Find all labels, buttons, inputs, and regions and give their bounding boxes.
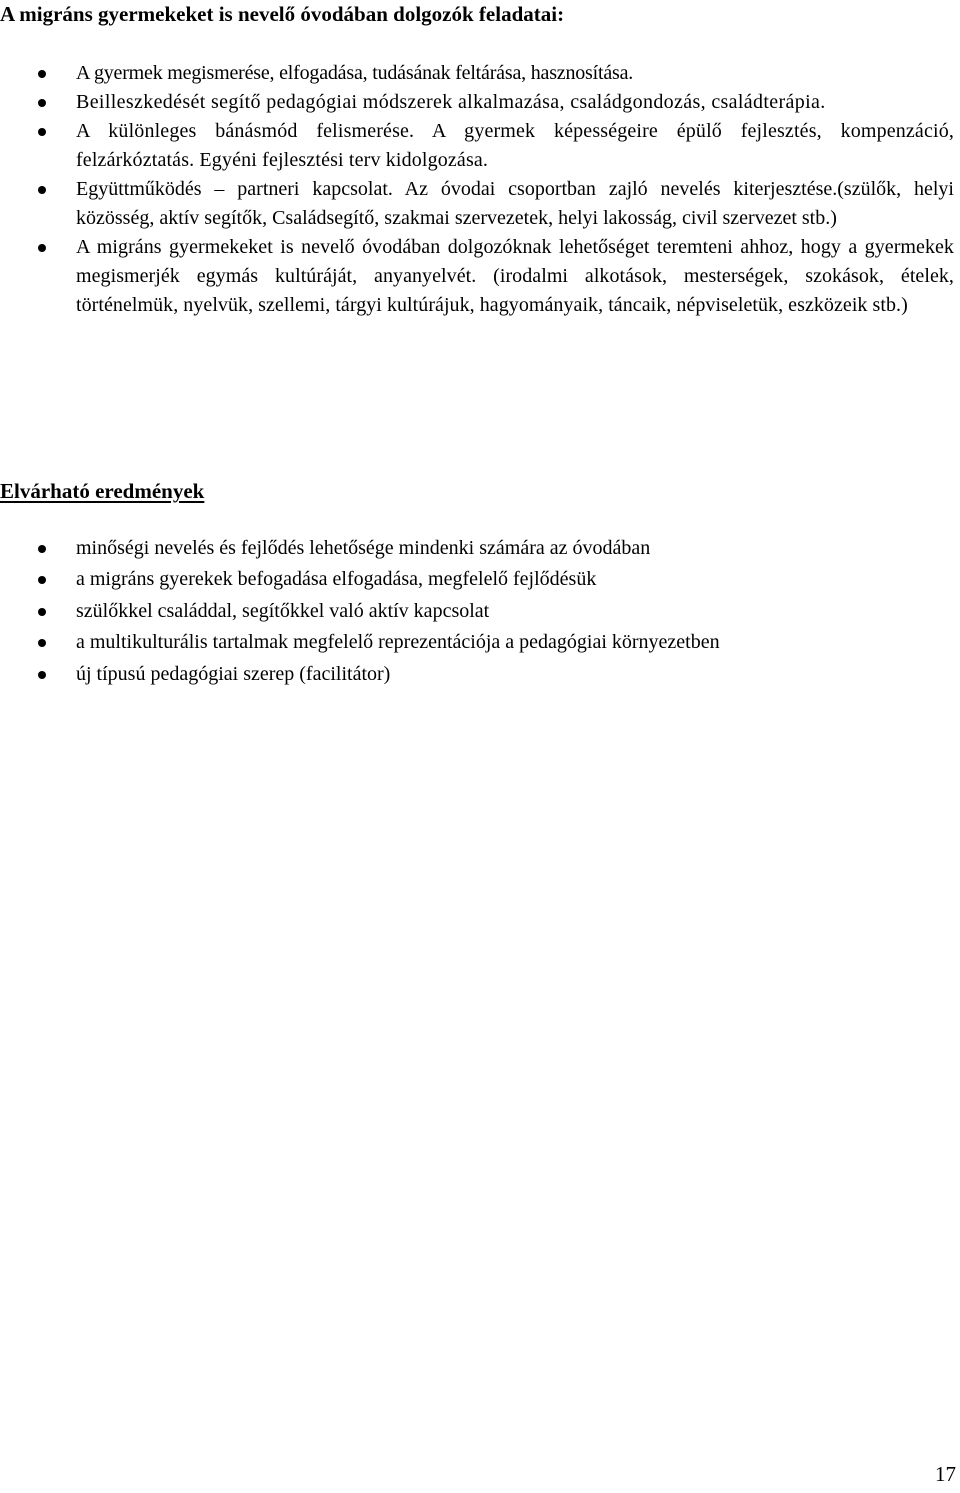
list-item-text: Együttműködés – partneri kapcsolat. Az óvodai csoportban zajló nevelés kiterjesztése.(szülők, helyi közösség, aktív segítők, Családsegítő, szakmai szervezetek, helyi lakosság, civil szervezet stb.) — [76, 178, 954, 229]
list-item-text: A különleges bánásmód felismerése. A gyermek képességeire épülő fejlesztés, kompenzáció, felzárkóztatás. Egyéni fejlesztési terv kidolgozása. — [76, 120, 954, 171]
list-item — [0, 88, 960, 117]
list-item — [0, 564, 960, 595]
bullet-icon — [38, 545, 46, 553]
list-item — [0, 596, 960, 627]
page-number: 17 — [935, 1462, 956, 1486]
bullet-icon — [38, 639, 46, 647]
list-item-text: szülőkkel családdal, segítőkkel való aktív kapcsolat — [76, 599, 490, 622]
list-item — [0, 533, 960, 564]
results-heading: Elvárható eredmények — [0, 479, 205, 503]
bullet-icon — [38, 671, 46, 679]
list-item — [0, 117, 960, 175]
results-list — [0, 533, 960, 690]
list-item — [0, 175, 960, 233]
tasks-list — [0, 59, 960, 320]
list-item-text: a migráns gyerekek befogadása elfogadása, megfelelő fejlődésük — [76, 568, 597, 591]
list-item — [0, 627, 960, 658]
tasks-heading: A migráns gyermekeket is nevelő óvodában dolgozók feladatai: — [0, 2, 565, 26]
list-item-text: A migráns gyermekeket is nevelő óvodában dolgozóknak lehetőséget teremteni ahhoz, hogy a gyermekek megismerjék egymás kultúráját, anyanyelvét. (irodalmi alkotások, mesterségek, szokások, ételek, történelmük, nyelvük, szellemi, tárgyi kultúrájuk, hagyományaik, táncaik, népviseletük, eszközeik stb.) — [76, 236, 954, 316]
list-item-text: a multikulturális tartalmak megfelelő reprezentációja a pedagógiai környezetben — [76, 631, 720, 654]
list-item-text: Beilleszkedését segítő pedagógiai módszerek alkalmazása, családgondozás, családterápia. — [76, 91, 826, 113]
bullet-icon — [38, 99, 46, 107]
list-item-text: A gyermek megismerése, elfogadása, tudásának feltárása, hasznosítása. — [76, 62, 634, 84]
bullet-icon — [38, 608, 46, 616]
bullet-icon — [38, 244, 46, 252]
bullet-icon — [38, 576, 46, 584]
bullet-icon — [38, 70, 46, 78]
bullet-icon — [38, 186, 46, 194]
list-item — [0, 659, 960, 690]
list-item — [0, 233, 960, 320]
list-item-text: minőségi nevelés és fejlődés lehetősége mindenki számára az óvodában — [76, 537, 651, 559]
list-item-text: új típusú pedagógiai szerep (facilitátor) — [76, 662, 391, 685]
list-item — [0, 59, 960, 88]
bullet-icon — [38, 128, 46, 136]
